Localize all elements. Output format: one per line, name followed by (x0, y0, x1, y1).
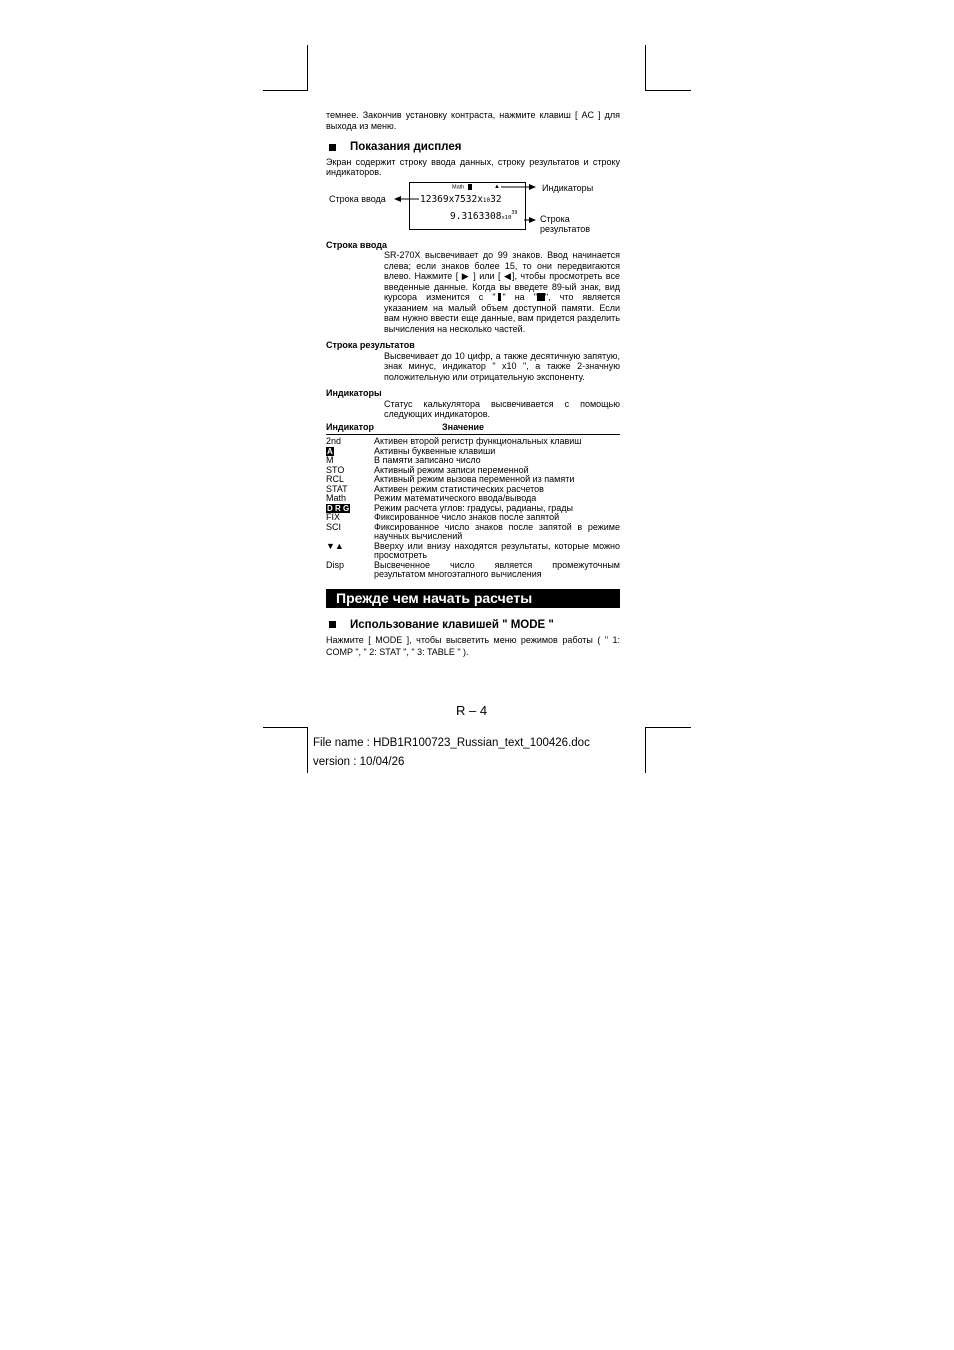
cursor-thin-icon (498, 293, 501, 301)
table-row: ▼▲ Вверху или внизу находятся результаты, которые можно просмотреть (326, 540, 620, 560)
lcd-result-line: $9.3163308x10^{39}$ (450, 209, 518, 222)
alpha-indicator-icon: A (327, 446, 333, 456)
lcd-input-line: 12369x7532x1032 (420, 193, 502, 205)
table-header-row (326, 423, 620, 435)
table-row: 2nd Активен второй регистр функциональных клавиш (326, 436, 582, 446)
bullet-square-icon (329, 621, 336, 628)
arrowhead-result (529, 217, 536, 223)
page-content (326, 110, 620, 658)
crop-mark (645, 45, 646, 91)
crop-mark (645, 727, 646, 773)
table-row: STAT Активен режим статистических расчетов (326, 483, 544, 494)
indicator-table (326, 423, 620, 436)
section-heading-mode (326, 620, 620, 631)
intro-paragraph: темнее. Закончив установку контраста, нажмите клавиш [ AC ] для выхода из меню. (326, 110, 620, 131)
down-up-triangle-icon: ▼▲ (326, 540, 344, 551)
callout-input-row: Строка ввода (329, 193, 386, 204)
crop-mark (307, 727, 308, 773)
mode-description: Нажмите [ MODE ], чтобы высветить меню режимов работы ( " 1: COMP ", " 2: STAT ", " 3: TABLE " ). (326, 635, 620, 657)
section-title: Использование клавишей " MODE " (350, 618, 554, 631)
up-triangle-icon: ▲ (494, 183, 500, 190)
result-row-label: Строка результатов (326, 340, 415, 350)
chapter-banner: Прежде чем начать расчеты (326, 589, 620, 608)
callout-result-row: Строка результатов (540, 213, 591, 234)
display-diagram (326, 182, 620, 240)
crop-mark (263, 727, 308, 728)
callout-indicators: Индикаторы (542, 182, 594, 193)
indicators-description: Статус калькулятора высвечивается с помощью следующих индикаторов. (384, 398, 620, 419)
table-row: FIX Фиксированное число знаков после запятой (326, 512, 560, 522)
math-indicator: Math (452, 183, 465, 190)
display-description: Экран содержит строку ввода данных, строку результатов и строку индикаторов. (326, 156, 620, 177)
crop-mark (645, 727, 691, 728)
cursor-block-icon (537, 293, 545, 301)
section-heading-display (326, 142, 620, 153)
indicators-label: Индикаторы (326, 388, 382, 398)
angle-mode-indicator-icon: D R G (327, 503, 350, 513)
table-row: RCL Активный режим вызова переменной из памяти (326, 474, 575, 484)
header-indicator: Индикатор (326, 423, 442, 435)
input-row-description: SR-270X высвечивает до 99 знаков. Ввод начинается слева; если знаков более 15, то они передвигаются влево. Нажмите [ ▶ ] или [ ◀], чтобы просмотреть все введенные данные. Когда вы введете 89-ый знак, вид курсора изменится с " " на " ", что является указанием на малый объем доступной памяти. Если вам нужно ввести еще данные, вам придется разделить вычисления на несколько частей. (384, 250, 621, 334)
result-row-description: Высвечивает до 10 цифр, а также десятичную запятую, знак минус, индикатор " x10 ", а также 2-значную положительную или отрицательную экспоненту. (384, 350, 620, 382)
table-row: Disp Высвеченное число является промежуточным результатом многоэтапного вычисления (326, 559, 620, 579)
input-row-label: Строка ввода (326, 239, 387, 250)
crop-mark (645, 90, 691, 91)
indicator-table-body (326, 437, 620, 580)
arrowhead-indicators (529, 184, 536, 190)
footer-file-name: File name : HDB1R100723_Russian_text_100426.doc (313, 737, 590, 749)
table-row: M В памяти записано число (326, 455, 481, 465)
right-arrow-key-icon: ▶ (461, 271, 470, 281)
page-number: R – 4 (456, 703, 488, 718)
footer-version: version : 10/04/26 (313, 756, 405, 768)
table-row: Math Режим математического ввода/вывода (326, 493, 537, 503)
bullet-square-icon (329, 144, 336, 151)
table-row: A Активны буквенные клавиши (327, 445, 496, 456)
crop-mark (263, 90, 308, 91)
header-meaning: Значение (442, 423, 620, 435)
table-row: SCI Фиксированное число знаков после запятой в режиме научных вычислений (326, 521, 620, 541)
arrowhead-input (394, 196, 401, 202)
section-title: Показания дисплея (350, 141, 462, 153)
left-arrow-key-icon: ◀ (504, 271, 512, 281)
table-row: STO Активный режим записи переменной (326, 464, 529, 475)
crop-mark (307, 45, 308, 91)
table-row: D R G Режим расчета углов: градусы, радианы, грады (327, 502, 573, 513)
